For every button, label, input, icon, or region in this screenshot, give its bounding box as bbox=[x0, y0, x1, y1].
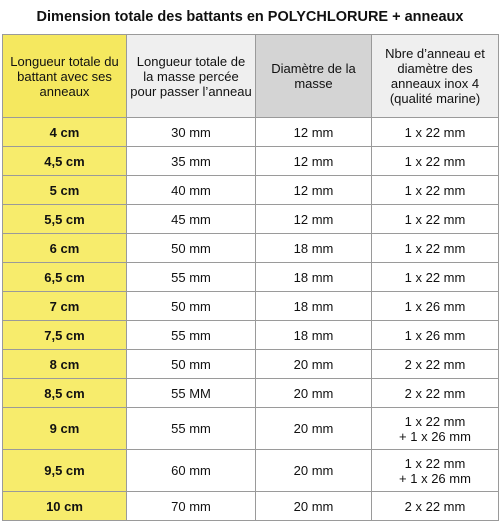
cell-longueur-battant: 7,5 cm bbox=[3, 321, 127, 350]
cell-longueur-battant: 7 cm bbox=[3, 292, 127, 321]
cell-anneaux: 1 x 22 mm bbox=[372, 263, 499, 292]
cell-longueur-masse: 40 mm bbox=[127, 176, 256, 205]
cell-longueur-masse: 55 mm bbox=[127, 408, 256, 450]
cell-longueur-masse: 60 mm bbox=[127, 450, 256, 492]
cell-longueur-battant: 10 cm bbox=[3, 492, 127, 521]
header-row bbox=[3, 35, 499, 118]
cell-longueur-masse: 55 mm bbox=[127, 321, 256, 350]
cell-longueur-masse: 55 mm bbox=[127, 263, 256, 292]
cell-diametre-masse: 18 mm bbox=[256, 321, 372, 350]
cell-longueur-battant: 5,5 cm bbox=[3, 205, 127, 234]
cell-anneaux: 2 x 22 mm bbox=[372, 379, 499, 408]
cell-diametre-masse: 12 mm bbox=[256, 147, 372, 176]
table-row bbox=[3, 147, 499, 176]
cell-longueur-battant: 6 cm bbox=[3, 234, 127, 263]
cell-longueur-battant: 5 cm bbox=[3, 176, 127, 205]
cell-anneaux: 2 x 22 mm bbox=[372, 350, 499, 379]
cell-diametre-masse: 18 mm bbox=[256, 234, 372, 263]
cell-diametre-masse: 20 mm bbox=[256, 450, 372, 492]
cell-longueur-masse: 70 mm bbox=[127, 492, 256, 521]
cell-diametre-masse: 20 mm bbox=[256, 350, 372, 379]
header-longueur-masse: Longueur totale de la masse percée pour passer l’anneau bbox=[127, 35, 256, 118]
cell-longueur-battant: 8 cm bbox=[3, 350, 127, 379]
cell-longueur-masse: 30 mm bbox=[127, 118, 256, 147]
cell-longueur-masse: 50 mm bbox=[127, 234, 256, 263]
cell-anneaux: 1 x 22 mm bbox=[372, 234, 499, 263]
cell-longueur-battant: 4 cm bbox=[3, 118, 127, 147]
cell-anneaux: 1 x 22 mm bbox=[372, 147, 499, 176]
cell-anneaux: 2 x 22 mm bbox=[372, 492, 499, 521]
cell-longueur-battant: 9,5 cm bbox=[3, 450, 127, 492]
cell-anneaux: 1 x 22 mm bbox=[372, 205, 499, 234]
cell-anneaux: 1 x 22 mm + 1 x 26 mm bbox=[372, 408, 499, 450]
table-row bbox=[3, 205, 499, 234]
cell-anneaux: 1 x 22 mm bbox=[372, 118, 499, 147]
table-row bbox=[3, 350, 499, 379]
table-row bbox=[3, 292, 499, 321]
table-row bbox=[3, 321, 499, 350]
cell-longueur-masse: 50 mm bbox=[127, 292, 256, 321]
cell-anneaux: 1 x 26 mm bbox=[372, 321, 499, 350]
table-row bbox=[3, 263, 499, 292]
cell-longueur-masse: 35 mm bbox=[127, 147, 256, 176]
cell-longueur-battant: 8,5 cm bbox=[3, 379, 127, 408]
cell-longueur-battant: 4,5 cm bbox=[3, 147, 127, 176]
table-row bbox=[3, 450, 499, 492]
table-row bbox=[3, 118, 499, 147]
table-row bbox=[3, 234, 499, 263]
cell-longueur-masse: 55 MM bbox=[127, 379, 256, 408]
cell-anneaux: 1 x 26 mm bbox=[372, 292, 499, 321]
cell-diametre-masse: 20 mm bbox=[256, 379, 372, 408]
cell-anneaux: 1 x 22 mm + 1 x 26 mm bbox=[372, 450, 499, 492]
cell-diametre-masse: 12 mm bbox=[256, 176, 372, 205]
cell-anneaux: 1 x 22 mm bbox=[372, 176, 499, 205]
dimensions-table bbox=[2, 34, 499, 521]
cell-longueur-battant: 9 cm bbox=[3, 408, 127, 450]
cell-longueur-battant: 6,5 cm bbox=[3, 263, 127, 292]
header-anneaux: Nbre d’anneau et diamètre des anneaux inox 4 (qualité marine) bbox=[372, 35, 499, 118]
page-title: Dimension totale des battants en POLYCHLORURE + anneaux bbox=[36, 9, 464, 25]
table-row bbox=[3, 492, 499, 521]
header-diametre-masse: Diamètre de la masse bbox=[256, 35, 372, 118]
table-row bbox=[3, 379, 499, 408]
table-body bbox=[3, 118, 499, 521]
cell-diametre-masse: 20 mm bbox=[256, 408, 372, 450]
cell-diametre-masse: 12 mm bbox=[256, 205, 372, 234]
header-longueur-battant: Longueur totale du battant avec ses anneaux bbox=[3, 35, 127, 118]
cell-longueur-masse: 50 mm bbox=[127, 350, 256, 379]
cell-diametre-masse: 20 mm bbox=[256, 492, 372, 521]
table-row bbox=[3, 176, 499, 205]
cell-diametre-masse: 18 mm bbox=[256, 263, 372, 292]
cell-diametre-masse: 18 mm bbox=[256, 292, 372, 321]
table-row bbox=[3, 408, 499, 450]
cell-diametre-masse: 12 mm bbox=[256, 118, 372, 147]
cell-longueur-masse: 45 mm bbox=[127, 205, 256, 234]
